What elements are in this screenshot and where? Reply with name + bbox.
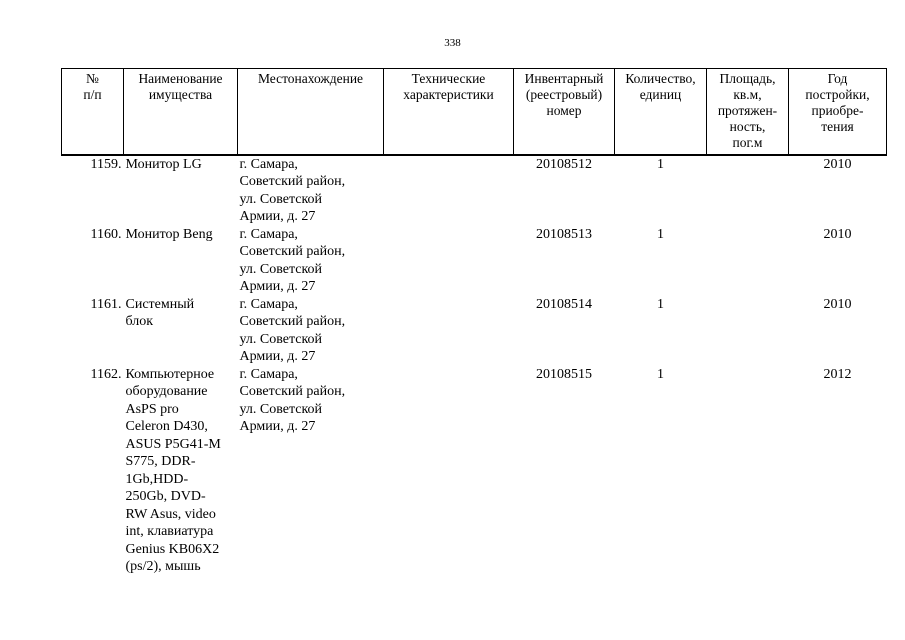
cell-year: 2010 [823,226,852,242]
cell-quantity: 1 [657,226,664,242]
cell-area [707,226,789,296]
table-header [62,69,887,155]
cell-area [707,366,789,576]
cell-specs [384,155,514,226]
cell-num: 1162. [90,366,122,382]
cell-area [707,155,789,226]
header-location: Местонахождение [238,69,384,155]
table-row [62,366,887,576]
cell-name: Системный блок [125,296,195,329]
cell-location: г. Самара, Советский район, ул. Советской Армии, д. 27 [239,226,346,294]
cell-location: г. Самара, Советский район, ул. Советской Армии, д. 27 [239,156,346,224]
cell-name: Монитор LG [125,156,202,172]
table-body [62,155,887,576]
header-quantity: Количество, единиц [615,69,707,155]
cell-year: 2010 [823,156,852,172]
property-registry-table [61,68,887,576]
cell-location: г. Самара, Советский район, ул. Советской Армии, д. 27 [239,366,346,434]
header-name: Наименование имущества [124,69,238,155]
cell-inventory: 20108514 [536,296,592,312]
cell-location: г. Самара, Советский район, ул. Советской Армии, д. 27 [239,296,346,364]
cell-num: 1161. [90,296,122,312]
cell-specs [384,366,514,576]
header-num: № п/п [62,69,124,155]
table-row [62,226,887,296]
header-specs: Технические характеристики [384,69,514,155]
cell-num: 1160. [90,226,122,242]
cell-year: 2012 [823,366,852,382]
cell-quantity: 1 [657,156,664,172]
cell-quantity: 1 [657,366,664,382]
cell-specs [384,226,514,296]
cell-name: Монитор Beng [125,226,213,242]
cell-inventory: 20108512 [536,156,592,172]
cell-year: 2010 [823,296,852,312]
cell-quantity: 1 [657,296,664,312]
table-row [62,155,887,226]
cell-specs [384,296,514,366]
header-year: Год постройки, приобре- тения [789,69,887,155]
cell-inventory: 20108513 [536,226,592,242]
cell-inventory: 20108515 [536,366,592,382]
cell-num: 1159. [90,156,122,172]
page-number: 338 [444,37,461,49]
header-inventory: Инвентарный (реестровый) номер [514,69,615,155]
header-area: Площадь, кв.м, протяжен- ность, пог.м [707,69,789,155]
cell-name: Компьютерное оборудование AsPS pro Celeron D430, ASUS P5G41-M S775, DDR- 1Gb,HDD- 250Gb, DVD- RW Asus, video int, клавиатура Genius KB06X2 (ps/2), мышь [125,366,221,574]
table-row [62,296,887,366]
cell-area [707,296,789,366]
